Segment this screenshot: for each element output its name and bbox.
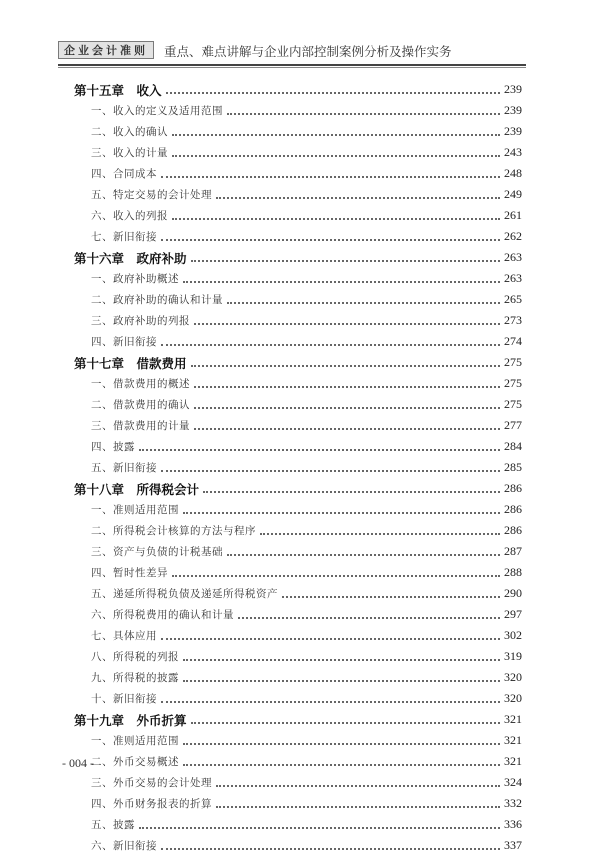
toc-section-row[interactable]: [74, 730, 522, 751]
toc-section-row[interactable]: [74, 604, 522, 625]
toc-entry-title: 五、递延所得税负债及递延所得税资产: [91, 588, 278, 600]
toc-section-row[interactable]: [74, 541, 522, 562]
header-rule-thin: [58, 67, 526, 68]
toc-entry-page: 239: [504, 124, 522, 138]
dot-leader: [166, 92, 500, 94]
toc-entry-title: 一、准则适用范围: [91, 735, 179, 747]
toc-entry-title: 三、收入的计量: [91, 147, 168, 159]
toc-section-row[interactable]: [74, 562, 522, 583]
dot-leader: [183, 680, 500, 682]
toc-section-row[interactable]: [74, 394, 522, 415]
toc-section-row[interactable]: [74, 457, 522, 478]
toc-section-row[interactable]: [74, 772, 522, 793]
toc-entry-title: 五、披露: [91, 819, 135, 831]
dot-leader: [238, 617, 500, 619]
dot-leader: [183, 659, 500, 661]
toc-chapter-row[interactable]: [74, 247, 522, 268]
toc-section-row[interactable]: [74, 121, 522, 142]
toc-entry-title: 三、资产与负债的计税基础: [91, 546, 223, 558]
dot-leader: [216, 785, 500, 787]
toc-entry-page: 321: [504, 754, 522, 768]
dot-leader: [227, 554, 500, 556]
toc-section-row[interactable]: [74, 646, 522, 667]
toc-entry-page: 263: [504, 250, 522, 264]
running-header: [58, 41, 526, 61]
series-badge: [58, 41, 154, 59]
toc-entry-title: 五、特定交易的会计处理: [91, 189, 212, 201]
dot-leader: [194, 407, 500, 409]
dot-leader: [161, 239, 500, 241]
dot-leader: [172, 575, 500, 577]
toc-section-row[interactable]: [74, 142, 522, 163]
toc-entry-title: 九、所得税的披露: [91, 672, 179, 684]
toc-entry-page: 320: [504, 691, 522, 705]
toc-section-row[interactable]: [74, 751, 522, 772]
toc-entry-page: 239: [504, 103, 522, 117]
dot-leader: [183, 764, 500, 766]
toc-entry-title: 六、新旧衔接: [91, 840, 157, 852]
toc-entry-page: 265: [504, 292, 522, 306]
dot-leader: [172, 134, 500, 136]
toc-entry-title: 一、收入的定义及适用范围: [91, 105, 223, 117]
toc-entry-title: 一、准则适用范围: [91, 504, 179, 516]
toc-entry-page: 332: [504, 796, 522, 810]
dot-leader: [194, 386, 500, 388]
toc-entry-page: 286: [504, 523, 522, 537]
toc-entry-page: 273: [504, 313, 522, 327]
dot-leader: [194, 428, 500, 430]
toc-entry-page: 302: [504, 628, 522, 642]
toc-entry-title: 四、外币财务报表的折算: [91, 798, 212, 810]
toc-entry-title: 四、披露: [91, 441, 135, 453]
toc-chapter-row[interactable]: [74, 709, 522, 730]
dot-leader: [191, 365, 500, 367]
toc-entry-page: 286: [504, 502, 522, 516]
toc-entry-title: 四、新旧衔接: [91, 336, 157, 348]
toc-entry-title: 五、新旧衔接: [91, 462, 157, 474]
toc-entry-page: 275: [504, 355, 522, 369]
toc-entry-page: 248: [504, 166, 522, 180]
dot-leader: [139, 827, 500, 829]
dot-leader: [139, 449, 500, 451]
dot-leader: [191, 260, 500, 262]
toc-entry-title: 十、新旧衔接: [91, 693, 157, 705]
toc-entry-title: 八、所得税的列报: [91, 651, 179, 663]
toc-section-row[interactable]: [74, 499, 522, 520]
toc-entry-title: 四、合同成本: [91, 168, 157, 180]
dot-leader: [227, 302, 500, 304]
toc-entry-title: 第十六章 政府补助: [74, 250, 187, 266]
toc-section-row[interactable]: [74, 268, 522, 289]
dot-leader: [282, 596, 500, 598]
toc-section-row[interactable]: [74, 289, 522, 310]
toc-entry-title: 二、收入的确认: [91, 126, 168, 138]
dot-leader: [161, 848, 500, 850]
toc-entry-page: 337: [504, 838, 522, 852]
series-badge-label: 企业会计准则: [64, 44, 148, 57]
toc-section-row[interactable]: [74, 415, 522, 436]
toc-entry-title: 第十八章 所得税会计: [74, 481, 200, 497]
toc-entry-page: 275: [504, 397, 522, 411]
table-of-contents: [74, 79, 522, 856]
dot-leader: [161, 638, 500, 640]
toc-entry-page: 286: [504, 481, 522, 495]
toc-entry-title: 三、借款费用的计量: [91, 420, 190, 432]
toc-entry-page: 288: [504, 565, 522, 579]
toc-section-row[interactable]: [74, 667, 522, 688]
dot-leader: [260, 533, 500, 535]
toc-section-row[interactable]: [74, 814, 522, 835]
toc-chapter-row[interactable]: [74, 478, 522, 499]
toc-section-row[interactable]: [74, 205, 522, 226]
toc-entry-title: 六、收入的列报: [91, 210, 168, 222]
toc-entry-page: 320: [504, 670, 522, 684]
toc-entry-page: 243: [504, 145, 522, 159]
toc-entry-title: 三、政府补助的列报: [91, 315, 190, 327]
toc-section-row[interactable]: [74, 331, 522, 352]
dot-leader: [191, 722, 500, 724]
dot-leader: [161, 176, 500, 178]
toc-entry-title: 四、暂时性差异: [91, 567, 168, 579]
page-number: - 004 -: [62, 756, 94, 770]
toc-entry-title: 第十五章 收入: [74, 82, 162, 98]
toc-section-row[interactable]: [74, 436, 522, 457]
dot-leader: [183, 743, 500, 745]
toc-entry-title: 第十七章 借款费用: [74, 355, 187, 371]
toc-entry-page: 336: [504, 817, 522, 831]
dot-leader: [183, 281, 500, 283]
toc-entry-page: 285: [504, 460, 522, 474]
toc-section-row[interactable]: [74, 310, 522, 331]
toc-chapter-row[interactable]: [74, 352, 522, 373]
header-rule: [58, 64, 526, 66]
toc-entry-page: 321: [504, 712, 522, 726]
toc-entry-page: 284: [504, 439, 522, 453]
toc-section-row[interactable]: [74, 226, 522, 247]
toc-entry-title: 一、政府补助概述: [91, 273, 179, 285]
toc-entry-page: 297: [504, 607, 522, 621]
dot-leader: [172, 218, 500, 220]
dot-leader: [161, 344, 500, 346]
toc-section-row[interactable]: [74, 100, 522, 121]
dot-leader: [194, 323, 500, 325]
toc-entry-page: 321: [504, 733, 522, 747]
dot-leader: [161, 470, 500, 472]
toc-section-row[interactable]: [74, 520, 522, 541]
dot-leader: [161, 701, 500, 703]
toc-section-row[interactable]: [74, 688, 522, 709]
book-title: 重点、难点讲解与企业内部控制案例分析及操作实务: [164, 44, 452, 59]
toc-entry-title: 二、外币交易概述: [91, 756, 179, 768]
toc-entry-page: 249: [504, 187, 522, 201]
toc-entry-title: 三、外币交易的会计处理: [91, 777, 212, 789]
dot-leader: [172, 155, 500, 157]
dot-leader: [216, 197, 500, 199]
toc-entry-page: 277: [504, 418, 522, 432]
toc-entry-page: 290: [504, 586, 522, 600]
toc-section-row[interactable]: [74, 583, 522, 604]
dot-leader: [216, 806, 500, 808]
toc-section-row[interactable]: [74, 793, 522, 814]
toc-entry-page: 274: [504, 334, 522, 348]
toc-entry-title: 二、政府补助的确认和计量: [91, 294, 223, 306]
toc-entry-title: 一、借款费用的概述: [91, 378, 190, 390]
toc-entry-title: 二、所得税会计核算的方法与程序: [91, 525, 256, 537]
toc-entry-title: 七、具体应用: [91, 630, 157, 642]
toc-entry-title: 七、新旧衔接: [91, 231, 157, 243]
toc-section-row[interactable]: [74, 184, 522, 205]
toc-entry-page: 239: [504, 82, 522, 96]
toc-entry-page: 324: [504, 775, 522, 789]
dot-leader: [203, 491, 500, 493]
toc-section-row[interactable]: [74, 373, 522, 394]
toc-entry-title: 二、借款费用的确认: [91, 399, 190, 411]
toc-entry-page: 262: [504, 229, 522, 243]
toc-entry-page: 275: [504, 376, 522, 390]
toc-entry-page: 261: [504, 208, 522, 222]
toc-entry-page: 263: [504, 271, 522, 285]
toc-entry-title: 六、所得税费用的确认和计量: [91, 609, 234, 621]
dot-leader: [183, 512, 500, 514]
toc-section-row[interactable]: [74, 625, 522, 646]
toc-entry-page: 319: [504, 649, 522, 663]
toc-chapter-row[interactable]: [74, 79, 522, 100]
toc-entry-page: 287: [504, 544, 522, 558]
dot-leader: [227, 113, 500, 115]
toc-section-row[interactable]: [74, 835, 522, 856]
toc-entry-title: 第十九章 外币折算: [74, 712, 187, 728]
toc-section-row[interactable]: [74, 163, 522, 184]
